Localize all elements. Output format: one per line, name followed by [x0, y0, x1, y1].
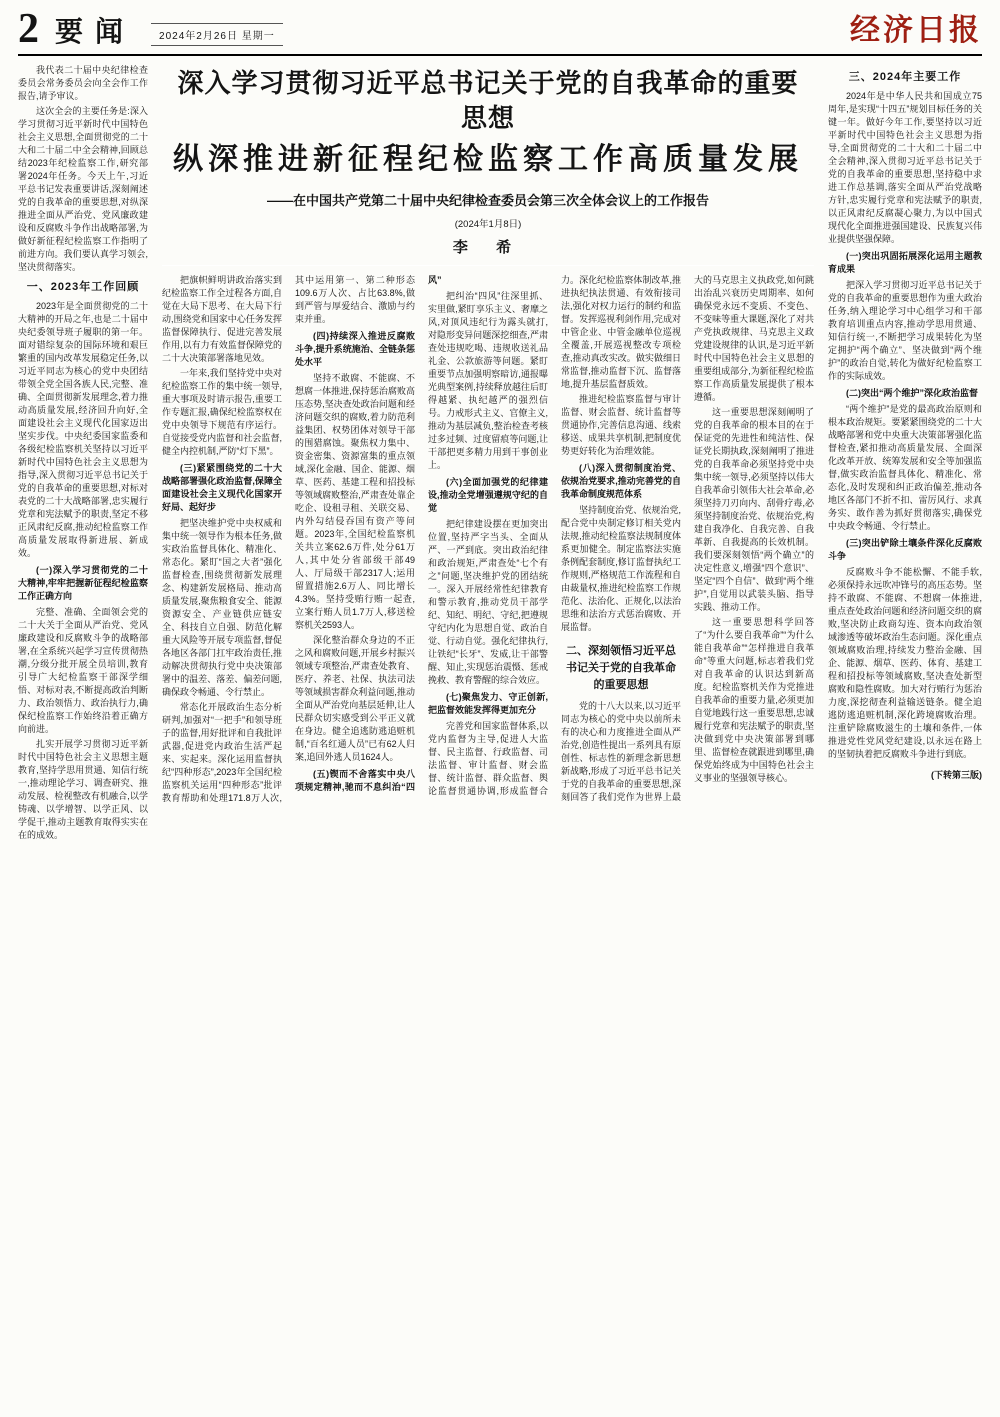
headline-block — [162, 64, 814, 266]
author-name: 李 希 — [452, 238, 524, 256]
body-paragraph: 2023年是全面贯彻党的二十大精神的开局之年,也是二十届中央纪委领导班子履职的第一年。面对错综复杂的国际环境和艰巨繁重的国内改革发展稳定任务,以习近平同志为核心的党中央团结带领全党全国各族人民,完整、准确、全面贯彻新发展理念,着力推动高质量发展,经济回升向好,全面建设社会主义现代化国家迈出坚实步伐。中央纪委国家监委和各级纪检监察机关坚持以习近平新时代中国特色社会主义思想为指导,深入贯彻习近平总书记关于党的自我革命的重要思想,对标对表党的二十大战略部署,忠实履行党章和宪法赋予的职责,坚定不移正风肃纪反腐,推动纪检监察工作高质量发展取得新进展、新成效。 — [18, 300, 148, 558]
edition-date: 2024年2月26日 星期一 — [151, 23, 283, 46]
subsection-heading: (五)锲而不舍落实中央八项规定精神,驰而不息纠治“四风” — [295, 274, 442, 792]
section-heading: 一、2023年工作回顾 — [26, 280, 140, 293]
body-paragraph: 反腐败斗争不能松懈、不能手软,必须保持永远吹冲锋号的高压态势。坚持不敢腐、不能腐、不想腐一体推进,重点查处政治问题和经济问题交织的腐败,坚决防止政商勾连、资本向政治领域渗透等破坏政治生态问题。深化重点领域腐败治理,持续发力整治金融、国企、能源、烟草、医药、体育、基建工程和招投标等领域腐败,坚决查处新型腐败和隐性腐败。加大对行贿行为惩治力度,深挖彻查利益输送链条。健全追逃防逃追赃机制,深化跨境腐败治理。注重铲除腐败滋生的土壤和条件,一体推进党性党风党纪建设,以永远在路上的坚韧执着把反腐败斗争进行到底。 — [828, 566, 982, 759]
left-column — [18, 64, 148, 1386]
body-paragraph: 坚持制度治党、依规治党,配合党中央制定修订相关党内法规,推动纪检监察法规制度体系更加健全。制定监察法实施条例配套制度,修订监督执纪工作规则,严格规范工作流程和自由裁量权,推进纪检监察工作规范化、法治化、正规化,以法治思维和法治方式惩治腐败、开展监督。 — [561, 504, 681, 632]
masthead — [18, 6, 982, 56]
report-date: (2024年1月8日) — [454, 218, 522, 230]
body-paragraph: 这次全会的主要任务是:深入学习贯彻习近平新时代中国特色社会主义思想,全面贯彻党的二十大和二十届二中全会精神,回顾总结2023年纪检监察工作,研究部署2024年任务。今天上午,习近平总书记发表重要讲话,深刻阐述党的自我革命的重要思想,对纵深推进全面从严治党、党风廉政建设和反腐败斗争作出战略部署,为做好新征程纪检监察工作指明了前进方向。我们要认真学习领会,坚决贯彻落实。 — [18, 105, 148, 272]
body-paragraph: 2024年是中华人民共和国成立75周年,是实现“十四五”规划目标任务的关键一年。做好今年工作,要坚持以习近平新时代中国特色社会主义思想为指导,全面贯彻党的二十大和二十届二中全会精神,深入贯彻习近平总书记关于党的自我革命的重要思想,坚持稳中求进工作总基调,落实全面从严治党战略方针,忠实履行党章和宪法赋予的职责,以正风肃纪反腐凝心聚力,为以中国式现代化全面推进强国建设、民族复兴伟业提供坚强保障。 — [828, 90, 982, 244]
body-paragraph: “两个维护”是党的最高政治原则和根本政治规矩。要紧紧围绕党的二十大战略部署和党中央重大决策部署强化监督检查,紧扣推动高质量发展、全面深化改革开放、统筹发展和安全等加强监督,做实政治监督具体化、精准化、常态化,及时发现和纠正政治偏差,推动各地区各部门不折不扣、雷厉风行、求真务实、敢作善为抓好贯彻落实,确保党中央政令畅通、令行禁止。 — [828, 403, 982, 531]
body-paragraph: 推进纪检监察监督与审计监督、财会监督、统计监督等贯通协作,完善信息沟通、线索移送、成果共享机制,把制度优势更好转化为治理效能。 — [561, 393, 681, 456]
subsection-heading: (六)全面加强党的纪律建设,推动全党增强遵规守纪的自觉 — [428, 476, 548, 513]
body-paragraph: 深化整治群众身边的不正之风和腐败问题,开展乡村振兴领域专项整治,严肃查处教育、医疗、养老、社保、执法司法等领域损害群众利益问题,推动全面从严治党向基层延伸,让人民群众切实感受到公平正义就在身边。健全追逃防逃追赃机制,“百名红通人员”已有62人归案,追回外逃人员1624人。 — [295, 634, 415, 762]
section-heading: 二、深刻领悟习近平总书记关于党的自我革命的重要思想 — [566, 644, 676, 691]
article-columns — [162, 274, 814, 1386]
body-paragraph: 把纠治“四风”往深里抓、实里做,紧盯享乐主义、奢靡之风,对顶风违纪行为露头就打,对隐形变异问题深挖细查,严肃查处违规吃喝、违规收送礼品礼金、公款旅游等问题。紧盯重要节点加强明察暗访,通报曝光典型案例,持续释放越往后盯得越紧、执纪越严的强烈信号。力戒形式主义、官僚主义,推动为基层减负,整治检查考核过多过频、过度留痕等问题,让干部把更多精力用到干事创业上。 — [428, 290, 548, 470]
body-paragraph: 这一重要思想科学回答了“为什么要自我革命”“为什么能自我革命”“怎样推进自我革命”等重大问题,标志着我们党对自我革命的认识达到新高度。纪检监察机关作为党推进自我革命的重要力量,必须更加自觉地践行这一重要思想,忠诚履行党章和宪法赋予的职责,坚决做到党中央决策部署到哪里、监督检查就跟进到哪里,确保党始终成为中国特色社会主义事业的坚强领导核心。 — [694, 616, 814, 783]
subsection-heading: (一)突出巩固拓展深化运用主题教育成果 — [828, 250, 982, 274]
body-paragraph: 党的十八大以来,以习近平同志为核心的党中央以前所未有的决心和力度推进全面从严治党,创造性提出一系列具有原创性、标志性的新理念新思想新战略,形成了习近平总书记关于党的自我革命的重要思想,深刻回答了我们党作为世界上最大的马克思主义执政党,如何跳出治乱兴衰历史周期率、如何确保党永远不变质、不变色、不变味等重大课题,深化了对共产党执政规律、马克思主义政党建设规律的认识,是习近平新时代中国特色社会主义思想的重要组成部分,为新征程纪检监察工作高质量发展提供了根本遵循。 — [561, 274, 814, 803]
headline-line1: 深入学习贯彻习近平总书记关于党的自我革命的重要思想 — [177, 67, 799, 133]
body-paragraph: 我代表二十届中央纪律检查委员会常务委员会向全会作工作报告,请予审议。 — [18, 64, 148, 101]
body-paragraph: 完整、准确、全面领会党的二十大关于全面从严治党、党风廉政建设和反腐败斗争的战略部署,在全系统兴起学习宣传贯彻热潮,分级分批开展全员培训,教育引导广大纪检监察干部深学细悟、对标对表,不断提高政治判断力、政治领悟力、政治执行力,确保纪检监察工作始终沿着正确方向前进。 — [18, 606, 148, 734]
body-paragraph: 常态化开展政治生态分析研判,加强对“一把手”和领导班子的监督,用好批评和自我批评武器,促进党内政治生活严起来、实起来。深化运用监督执纪“四种形态”,2023年全国纪检监察机关运用“四种形态”批评教育帮助和处理171.8万人次,其中运用第一、第二种形态109.6万人次、占比63.8%,做到严管与厚爱结合、激励与约束并重。 — [162, 274, 415, 803]
body-paragraph: 完善党和国家监督体系,以党内监督为主导,促进人大监督、民主监督、行政监督、司法监督、审计监督、财会监督、统计监督、群众监督、舆论监督贯通协调,形成监督合力。深化纪检监察体制改革,推进执纪执法贯通、有效衔接司法,强化对权力运行的制约和监督。发挥巡视利剑作用,完成对中管企业、中管金融单位巡视全覆盖,开展巡视整改专项检查,推动真改实改。做实做细日常监督,推动监督下沉、监督落地,提升基层监督质效。 — [428, 274, 681, 796]
body-paragraph: 一年来,我们坚持党中央对纪检监察工作的集中统一领导,重大事项及时请示报告,重要工作专题汇报,确保纪检监察权在党中央领导下规范有序运行。自觉接受党内监督和社会监督,健全内控机制,严防“灯下黑”。 — [162, 367, 282, 456]
body-paragraph: 把旗帜鲜明讲政治落实到纪检监察工作全过程各方面,自觉在大局下思考、在大局下行动,围绕党和国家中心任务发挥监督保障执行、促进完善发展作用,以有力有效监督保障党的二十大决策部署落地见效。 — [162, 274, 282, 363]
middle-area — [162, 64, 814, 1386]
subsection-heading: (四)持续深入推进反腐败斗争,提升系统施治、全链条惩处水平 — [295, 330, 415, 367]
paper-title: 经济日报 — [850, 13, 982, 47]
page-content — [18, 64, 982, 1386]
body-paragraph: 扎实开展学习贯彻习近平新时代中国特色社会主义思想主题教育,坚持学思用贯通、知信行统一,推动理论学习、调查研究、推动发展、检视整改有机融合,以学铸魂、以学增智、以学正风、以学促干,推动主题教育取得实实在在的成效。 — [18, 738, 148, 840]
subsection-heading: (七)聚焦发力、守正创新,把监督效能发挥得更加充分 — [428, 691, 548, 715]
headline-line2: 纵深推进新征程纪检监察工作高质量发展 — [173, 142, 803, 176]
body-paragraph: 坚持不敢腐、不能腐、不想腐一体推进,保持惩治腐败高压态势,坚决查处政治问题和经济问题交织的腐败,着力防范利益集团、权势团体对领导干部的围猎腐蚀。聚焦权力集中、资金密集、资源富集的重点领域,深化金融、国企、能源、烟草、医药、基建工程和招投标等领域腐败整治,严肃查处靠企吃企、设租寻租、关联交易、内外勾结侵吞国有资产等问题。2023年,全国纪检监察机关共立案62.6万件,处分61万人,其中处分省部级干部49人、厅局级干部2317人;运用留置措施2.6万人、同比增长4.3%。坚持受贿行贿一起查,立案行贿人员1.7万人,移送检察机关2593人。 — [295, 372, 415, 630]
page-number: 2 — [18, 6, 39, 52]
headline-subtitle: ——在中国共产党第二十届中央纪律检查委员会第三次全体会议上的工作报告 — [266, 192, 709, 208]
subsection-heading: (一)深入学习贯彻党的二十大精神,牢牢把握新征程纪检监察工作正确方向 — [18, 564, 148, 601]
subsection-heading: (二)突出“两个维护”深化政治监督 — [846, 387, 978, 398]
section-heading: 三、2024年主要工作 — [848, 70, 962, 83]
subsection-heading: (三)紧紧围绕党的二十大战略部署强化政治监督,保障全面建设社会主义现代化国家开好局、起好步 — [162, 462, 282, 512]
right-column — [828, 64, 982, 1386]
body-paragraph: 把纪律建设摆在更加突出位置,坚持严字当头、全面从严、一严到底。突出政治纪律和政治规矩,严肃查处“七个有之”问题,坚决维护党的团结统一。深入开展经常性纪律教育和警示教育,推动党员干部学纪、知纪、明纪、守纪,把遵规守纪内化为思想自觉、政治自觉、行动自觉。强化纪律执行,让铁纪“长牙”、发威,让干部警醒、知止,实现惩治震慑、惩戒挽救、教育警醒的综合效应。 — [428, 518, 548, 685]
subsection-heading: (三)突出铲除土壤条件深化反腐败斗争 — [828, 537, 982, 561]
subsection-heading: (八)深入贯彻制度治党、依规治党要求,推动完善党的自我革命制度规范体系 — [561, 462, 681, 499]
body-paragraph: 把深入学习贯彻习近平总书记关于党的自我革命的重要思想作为重大政治任务,纳入理论学习中心组学习和干部教育培训重点内容,推动学思用贯通、知信行统一,不断把学习成果转化为坚定拥护“两个确立”、坚决做到“两个维护”的政治自觉,转化为做好纪检监察工作的实际成效。 — [828, 279, 982, 381]
body-paragraph: 这一重要思想深刻阐明了党的自我革命的根本目的在于保证党的先进性和纯洁性、保证党长期执政,深刻阐明了推进党的自我革命必须坚持党中央集中统一领导,必须坚持以伟大自我革命引领伟大社会革命,必须坚持刀刃向内、刮骨疗毒,必须坚持制度治党、依规治党,构建自我净化、自我完善、自我革新、自我提高的长效机制。我们要深刻领悟“两个确立”的决定性意义,增强“四个意识”、坚定“四个自信”、做到“两个维护”,自觉用以武装头脑、指导实践、推动工作。 — [694, 406, 814, 612]
body-paragraph: 把坚决维护党中央权威和集中统一领导作为根本任务,做实政治监督具体化、精准化、常态化。紧盯“国之大者”强化监督检查,围绕贯彻新发展理念、构建新发展格局、推动高质量发展,聚焦粮食安全、能源资源安全、产业链供应链安全、科技自立自强、防范化解重大风险等开展专项监督,督促各地区各部门扛牢政治责任,推动解决贯彻执行党中央决策部署中的温差、落差、偏差问题,确保政令畅通、令行禁止。 — [162, 517, 282, 697]
continued-notice: (下转第三版) — [931, 769, 982, 780]
section-title: 要闻 — [55, 15, 136, 47]
